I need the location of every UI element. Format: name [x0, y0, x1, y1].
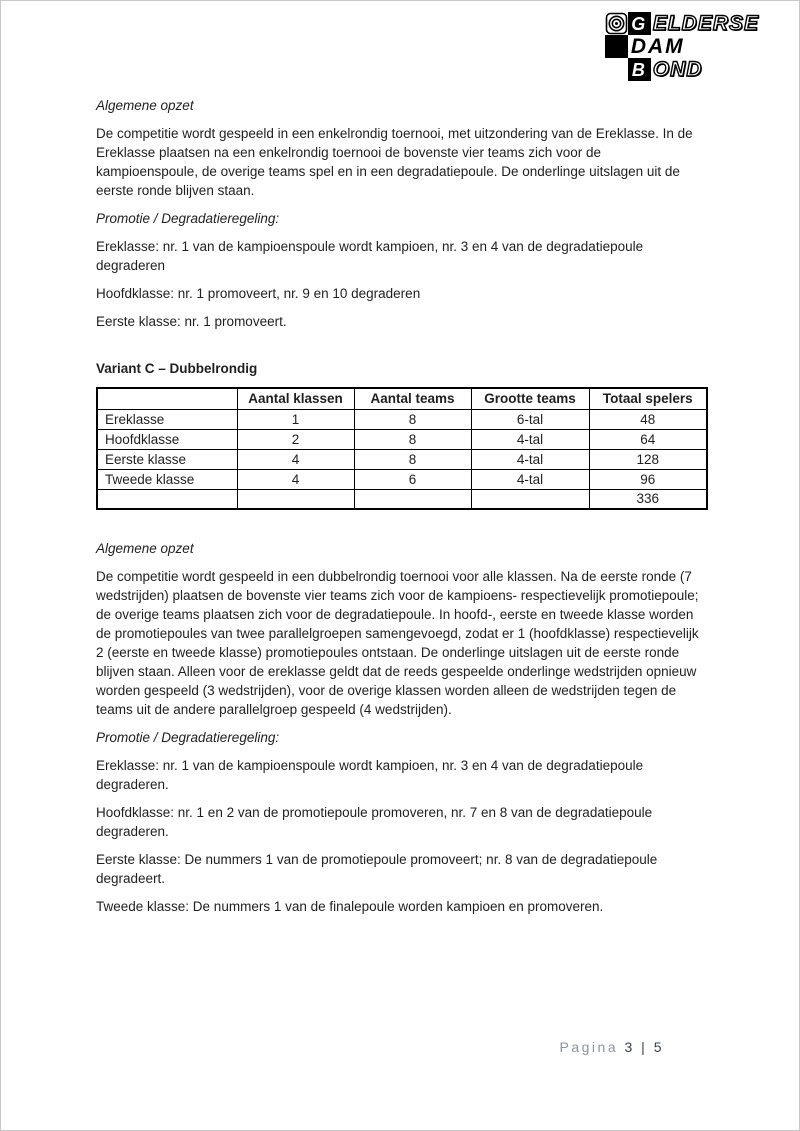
table-cell: 4-tal: [471, 429, 589, 449]
table-cell: 1: [237, 409, 354, 429]
table-cell: 336: [589, 489, 707, 509]
table-cell: 6-tal: [471, 409, 589, 429]
table-cell: [354, 489, 471, 509]
footer-label: Pagina: [559, 1039, 619, 1055]
table-cell: 4-tal: [471, 469, 589, 489]
table-cell: 2: [237, 429, 354, 449]
table-cell: 8: [354, 409, 471, 429]
logo-row-3: B OND: [605, 58, 759, 81]
section2-rules: [96, 756, 706, 916]
table-row: [97, 469, 707, 489]
section2-paragraph: De competitie wordt gespeeld in een dubbelrondig toernooi voor alle klassen. Na de eerste ronde (7 wedstrijden) plaatsen de bovenste vier teams zich voor de kampioens- respectievelijk promotiepoule; de overige teams plaatsen zich voor de degradatiepoule. In hoofd-, eerste en tweede klasse worden de promotiepoules van twee parallelgroepen samengevoegd, zodat er 1 (hoofdklasse) respectievelijk 2 (eerste en tweede klasse) promotiepoules ontstaan. De onderlinge uitslagen uit de eerste ronde blijven staan. Alleen voor de ereklasse geldt dat de reeds gespeelde onderlinge wedstrijden opnieuw worden gespeeld (3 wedstrijden), voor de overige klassen worden alleen de wedstrijden tegen de teams uit de andere parallelgroep gespeeld (4 wedstrijden).: [96, 569, 699, 717]
table-cell: 4: [237, 469, 354, 489]
table-cell: 64: [589, 429, 707, 449]
rule-paragraph: Ereklasse: nr. 1 van de kampioenspoule wordt kampioen, nr. 3 en 4 van de degradatiepoule degraderen.: [96, 758, 644, 792]
table-cell: 8: [354, 449, 471, 469]
section1-paragraph: De competitie wordt gespeeld in een enkelrondig toernooi, met uitzondering van de Ereklasse. In de Ereklasse plaatsen na een enkelrondig toernooi de bovenste vier teams zich voor de kampioenspoule, de overige teams spel en in een degradatiepoule. De onderlinge uitslagen uit de eerste ronde blijven staan.: [96, 126, 693, 198]
table-cell: Ereklasse: [97, 409, 237, 429]
table-cell: [97, 489, 237, 509]
table-cell: 48: [589, 409, 707, 429]
logo-row-2: DAM: [605, 35, 759, 58]
rule-paragraph: Hoofdklasse: nr. 1 promoveert, nr. 9 en 10 degraderen: [96, 286, 421, 301]
table-cell: 4-tal: [471, 449, 589, 469]
table-row: [97, 409, 707, 429]
section2-heading: Algemene opzet: [96, 541, 194, 556]
logo-row-1: G ELDERSE: [605, 12, 759, 35]
table-header-cell: Grootte teams: [471, 388, 589, 409]
page-number: 3 | 5: [624, 1039, 664, 1055]
table-header-cell: [97, 388, 237, 409]
rule-paragraph: Ereklasse: nr. 1 van de kampioenspoule wordt kampioen, nr. 3 en 4 van de degradatiepoule degraderen: [96, 239, 644, 273]
table-row: [97, 489, 707, 509]
document-content: [96, 1, 706, 925]
table-cell: Hoofdklasse: [97, 429, 237, 449]
logo-letter-b: B: [628, 58, 651, 81]
variant-heading: Variant C – Dubbelrondig: [96, 361, 258, 376]
table-cell: Tweede klasse: [97, 469, 237, 489]
section2-subheading: Promotie / Degradatieregeling:: [96, 730, 280, 745]
table-cell: 128: [589, 449, 707, 469]
table-cell: 96: [589, 469, 707, 489]
section1-rules: [96, 237, 706, 331]
section1-heading: Algemene opzet: [96, 98, 194, 113]
table-cell: [471, 489, 589, 509]
table-header-row: [97, 388, 707, 409]
rule-paragraph: Eerste klasse: De nummers 1 van de promotiepoule promoveert; nr. 8 van de degradatiepoule degradeert.: [96, 852, 658, 886]
rule-paragraph: Tweede klasse: De nummers 1 van de finalepoule worden kampioen en promoveren.: [96, 899, 604, 914]
table-header-cell: Aantal klassen: [237, 388, 354, 409]
table-row: [97, 429, 707, 449]
table-cell: 8: [354, 429, 471, 449]
section1-subheading: Promotie / Degradatieregeling:: [96, 211, 280, 226]
table-header-cell: Aantal teams: [354, 388, 471, 409]
table-cell: [237, 489, 354, 509]
page-footer: [560, 1039, 664, 1055]
klassen-table: [96, 387, 708, 510]
table-cell: 6: [354, 469, 471, 489]
rule-paragraph: Eerste klasse: nr. 1 promoveert.: [96, 314, 287, 329]
table-row: [97, 449, 707, 469]
logo-letter-g: G: [628, 12, 651, 35]
table-cell: 4: [237, 449, 354, 469]
table-cell: Eerste klasse: [97, 449, 237, 469]
rule-paragraph: Hoofdklasse: nr. 1 en 2 van de promotiepoule promoveren, nr. 7 en 8 van de degradatiepoule degraderen.: [96, 805, 653, 839]
table-header-cell: Totaal spelers: [589, 388, 707, 409]
